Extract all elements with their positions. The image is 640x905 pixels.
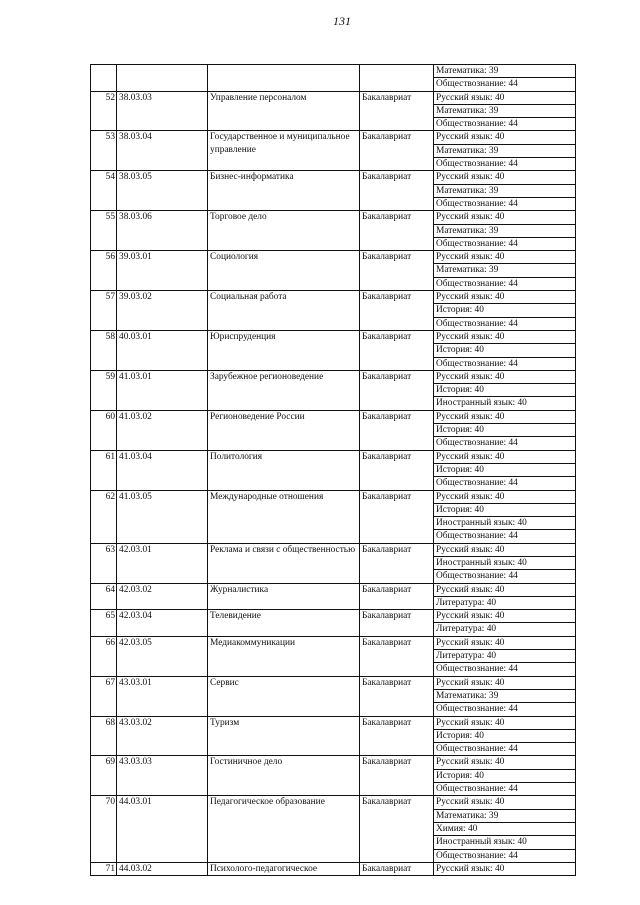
exam-requirement: Обществознание: 44 [434,197,576,210]
education-level: Бакалавриат [360,490,434,543]
table-row [91,716,576,729]
row-number: 60 [91,410,117,450]
program-name: Сервис [208,676,360,716]
education-level: Бакалавриат [360,370,434,410]
program-code: 43.03.03 [117,756,208,796]
exam-requirement: Обществознание: 44 [434,570,576,583]
exam-requirement: Обществознание: 44 [434,357,576,370]
exam-requirement: Обществознание: 44 [434,477,576,490]
program-code: 39.03.01 [117,251,208,291]
program-code: 38.03.03 [117,91,208,131]
exam-requirement: Обществознание: 44 [434,158,576,171]
row-number: 71 [91,862,117,875]
exam-requirement: Обществознание: 44 [434,703,576,716]
program-name: Гостиничное дело [208,756,360,796]
program-name: Журналистика [208,583,360,610]
table-row [91,291,576,304]
exam-requirement: Литература: 40 [434,650,576,663]
table-row [91,370,576,383]
exam-requirement: Русский язык: 40 [434,131,576,144]
exam-requirement: Иностранный язык: 40 [434,556,576,569]
row-number: 56 [91,251,117,291]
program-name: Государственное и муниципальное управление [208,131,360,171]
exam-requirement: Русский язык: 40 [434,676,576,689]
exam-requirement: Русский язык: 40 [434,756,576,769]
exam-requirement: Обществознание: 44 [434,317,576,330]
exam-requirement: Иностранный язык: 40 [434,517,576,530]
exam-requirement: Обществознание: 44 [434,237,576,250]
exam-requirement: Математика: 39 [434,104,576,117]
program-code: 41.03.02 [117,410,208,450]
exam-requirement: История: 40 [434,424,576,437]
exam-requirement: Математика: 39 [434,184,576,197]
exam-requirement: Русский язык: 40 [434,291,576,304]
education-level: Бакалавриат [360,450,434,490]
row-number: 70 [91,796,117,862]
exam-requirement: Обществознание: 44 [434,783,576,796]
exam-requirement: Русский язык: 40 [434,171,576,184]
row-number: 67 [91,676,117,716]
exam-requirement: Обществознание: 44 [434,663,576,676]
exam-requirement: Иностранный язык: 40 [434,397,576,410]
education-level: Бакалавриат [360,756,434,796]
education-level: Бакалавриат [360,716,434,756]
table-row [91,610,576,623]
exam-requirement: Иностранный язык: 40 [434,836,576,849]
program-code: 41.03.04 [117,450,208,490]
exam-requirement: История: 40 [434,463,576,476]
exam-requirement: Обществознание: 44 [434,530,576,543]
exam-requirement: Обществознание: 44 [434,743,576,756]
program-name: Медиакоммуникации [208,636,360,676]
row-number: 55 [91,211,117,251]
exam-requirement: Русский язык: 40 [434,330,576,343]
education-level: Бакалавриат [360,171,434,211]
table-row [91,636,576,649]
program-code: 44.03.02 [117,862,208,875]
program-code: 38.03.05 [117,171,208,211]
exam-requirement: Русский язык: 40 [434,490,576,503]
education-level: Бакалавриат [360,676,434,716]
table-row [91,543,576,556]
program-code: 42.03.04 [117,610,208,637]
education-level: Бакалавриат [360,796,434,862]
exam-requirement: Русский язык: 40 [434,610,576,623]
row-number: 62 [91,490,117,543]
row-number: 64 [91,583,117,610]
row-number: 59 [91,370,117,410]
program-code: 40.03.01 [117,330,208,370]
program-code: 42.03.01 [117,543,208,583]
exam-requirement: История: 40 [434,304,576,317]
table-row [91,211,576,224]
program-code: 38.03.04 [117,131,208,171]
program-code: 43.03.02 [117,716,208,756]
exam-requirement: Русский язык: 40 [434,91,576,104]
table-row [91,410,576,423]
program-code: 41.03.01 [117,370,208,410]
program-code: 38.03.06 [117,211,208,251]
exam-requirement: История: 40 [434,503,576,516]
table-row [91,91,576,104]
education-level: Бакалавриат [360,131,434,171]
table-row [91,131,576,144]
education-level: Бакалавриат [360,636,434,676]
table-row [91,583,576,596]
exam-requirement: Математика: 39 [434,224,576,237]
exam-requirement: Обществознание: 44 [434,437,576,450]
exam-requirement: История: 40 [434,384,576,397]
program-code: 39.03.02 [117,291,208,331]
program-name: Политология [208,450,360,490]
row-number: 52 [91,91,117,131]
table-row [91,862,576,875]
table-row [91,450,576,463]
row-number: 58 [91,330,117,370]
education-level: Бакалавриат [360,862,434,875]
program-name: Телевидение [208,610,360,637]
table-row [91,756,576,769]
exam-requirement: Математика: 39 [434,809,576,822]
exam-requirement: Обществознание: 44 [434,118,576,131]
row-number: 69 [91,756,117,796]
exam-requirement: История: 40 [434,769,576,782]
table-row [91,65,576,78]
education-level: Бакалавриат [360,251,434,291]
program-name: Педагогическое образование [208,796,360,862]
row-number: 66 [91,636,117,676]
exam-requirement: Математика: 39 [434,144,576,157]
education-level: Бакалавриат [360,583,434,610]
table-row [91,676,576,689]
exam-requirement: Русский язык: 40 [434,251,576,264]
program-name: Социальная работа [208,291,360,331]
row-number: 63 [91,543,117,583]
program-name: Зарубежное регионоведение [208,370,360,410]
program-name: Социология [208,251,360,291]
row-number: 54 [91,171,117,211]
row-number [91,65,117,92]
education-level: Бакалавриат [360,543,434,583]
exam-requirement: Математика: 39 [434,65,576,78]
education-level: Бакалавриат [360,410,434,450]
program-code: 41.03.05 [117,490,208,543]
exam-requirement: Русский язык: 40 [434,370,576,383]
program-name: Регионоведение России [208,410,360,450]
exam-requirement: История: 40 [434,344,576,357]
program-name: Международные отношения [208,490,360,543]
program-name: Психолого-педагогическое [208,862,360,875]
exam-requirement: Обществознание: 44 [434,78,576,91]
table-row [91,171,576,184]
program-code [117,65,208,92]
exam-requirement: Русский язык: 40 [434,862,576,875]
exam-requirement: История: 40 [434,729,576,742]
exam-requirement: Математика: 39 [434,689,576,702]
education-level: Бакалавриат [360,610,434,637]
exam-requirement: Химия: 40 [434,822,576,835]
program-name: Бизнес-информатика [208,171,360,211]
table-row [91,330,576,343]
education-level: Бакалавриат [360,211,434,251]
page-number: 131 [333,14,351,28]
education-level [360,65,434,92]
program-name: Туризм [208,716,360,756]
exam-requirement: Обществознание: 44 [434,277,576,290]
table-row [91,251,576,264]
exam-requirement: Русский язык: 40 [434,583,576,596]
exam-requirement: Литература: 40 [434,623,576,636]
exam-requirement: Математика: 39 [434,264,576,277]
exam-requirement: Русский язык: 40 [434,796,576,809]
exam-requirement: Русский язык: 40 [434,211,576,224]
row-number: 57 [91,291,117,331]
table-row [91,796,576,809]
programs-table [90,64,576,876]
program-name: Торговое дело [208,211,360,251]
program-code: 42.03.05 [117,636,208,676]
program-name: Юриспруденция [208,330,360,370]
row-number: 68 [91,716,117,756]
exam-requirement: Обществознание: 44 [434,849,576,862]
program-name: Реклама и связи с общественностью [208,543,360,583]
exam-requirement: Русский язык: 40 [434,543,576,556]
exam-requirement: Литература: 40 [434,596,576,609]
education-level: Бакалавриат [360,91,434,131]
row-number: 61 [91,450,117,490]
program-code: 43.03.01 [117,676,208,716]
program-code: 42.03.02 [117,583,208,610]
exam-requirement: Русский язык: 40 [434,450,576,463]
program-name: Управление персоналом [208,91,360,131]
education-level: Бакалавриат [360,330,434,370]
program-name [208,65,360,92]
exam-requirement: Русский язык: 40 [434,716,576,729]
row-number: 65 [91,610,117,637]
row-number: 53 [91,131,117,171]
program-code: 44.03.01 [117,796,208,862]
table-row [91,490,576,503]
exam-requirement: Русский язык: 40 [434,636,576,649]
education-level: Бакалавриат [360,291,434,331]
exam-requirement: Русский язык: 40 [434,410,576,423]
